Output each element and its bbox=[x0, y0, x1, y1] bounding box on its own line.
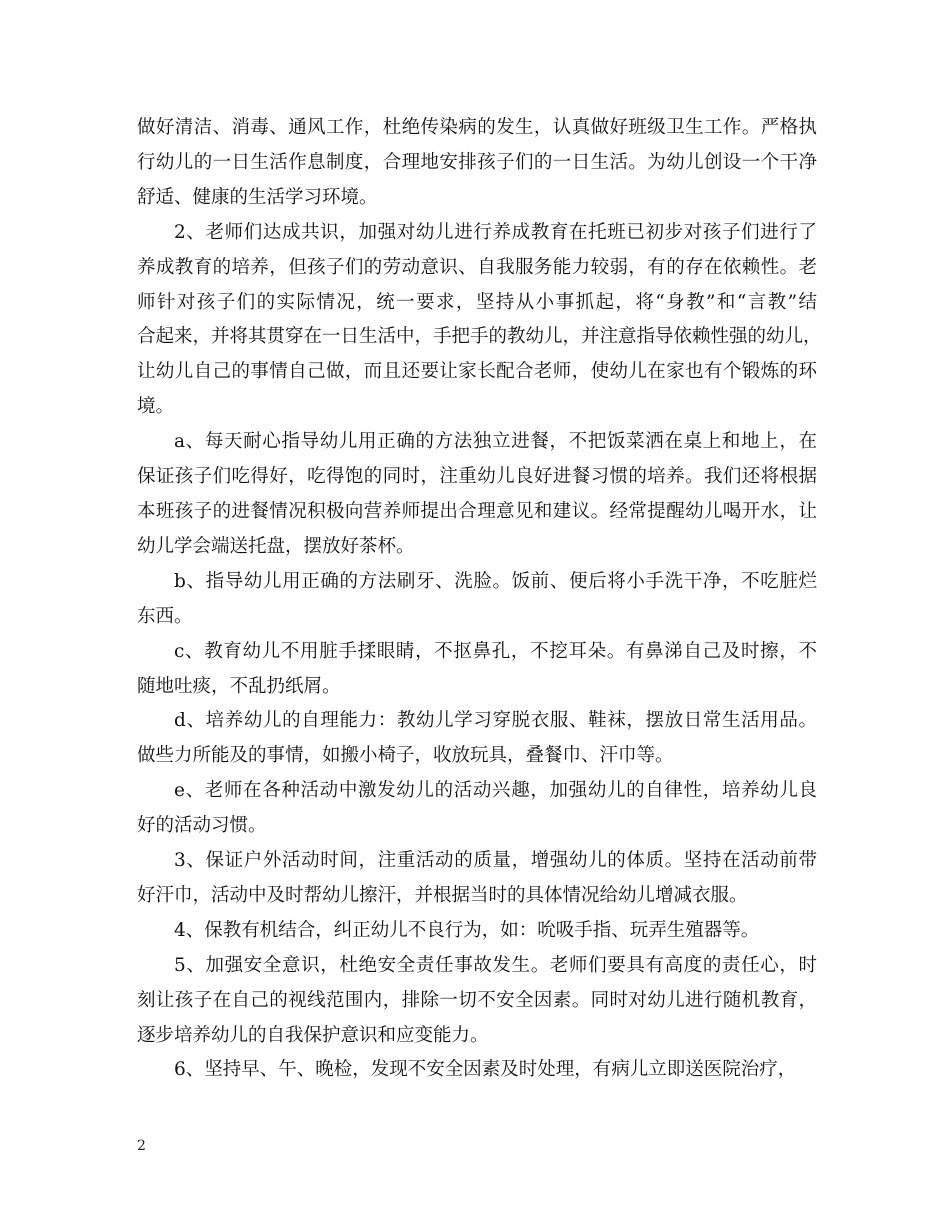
text-line: 本班孩子的进餐情况积极向营养师提出合理意见和建议。经常提醒幼儿喝开水，让 bbox=[137, 500, 817, 522]
text-line: 舒适、健康的生活学习环境。 bbox=[137, 186, 378, 208]
paragraph bbox=[137, 216, 822, 425]
paragraph bbox=[137, 914, 817, 949]
text-line: 保证孩子们吃得好，吃得饱的同时，注重幼儿良好进餐习惯的培养。我们还将根据 bbox=[137, 466, 817, 488]
text-line: 3、保证户外活动时间，注重活动的质量，增强幼儿的体质。坚持在活动前带 bbox=[174, 850, 817, 872]
text-line: 做好清洁、消毒、通风工作，杜绝传染病的发生，认真做好班级卫生工作。严格执 bbox=[137, 117, 817, 138]
text-line: 养成教育的培养，但孩子们的劳动意识、自我服务能力较弱，有的存在依赖性。老 bbox=[137, 256, 817, 278]
text-line: 东西。 bbox=[137, 605, 193, 627]
text-line: e、老师在各种活动中激发幼儿的活动兴趣，加强幼儿的自律性，培养幼儿良 bbox=[174, 780, 817, 802]
text-line: 让幼儿自己的事情自己做，而且还要让家长配合老师，使幼儿在家也有个锻炼的环 bbox=[137, 361, 817, 383]
text-line: 逐步培养幼儿的自我保护意识和应变能力。 bbox=[137, 1024, 489, 1046]
text-line: 做些力所能及的事情，如搬小椅子，收放玩具，叠餐巾、汗巾等。 bbox=[137, 745, 674, 767]
paragraph bbox=[137, 844, 817, 914]
text-line: b、指导幼儿用正确的方法刷牙、洗脸。饭前、便后将小手洗干净，不吃脏烂 bbox=[174, 570, 817, 592]
paragraph bbox=[137, 565, 817, 635]
text-line: a、每天耐心指导幼儿用正确的方法独立进餐，不把饭菜洒在桌上和地上，在 bbox=[174, 431, 817, 453]
text-line: 合起来，并将其贯穿在一日生活中，手把手的教幼儿，并注意指导依赖性强的幼儿， bbox=[137, 326, 822, 348]
page-number: 2 bbox=[137, 1138, 146, 1154]
text-line: 2、老师们达成共识，加强对幼儿进行养成教育在托班已初步对孩子们进行了 bbox=[174, 221, 817, 243]
text-line: 随地吐痰，不乱扔纸屑。 bbox=[137, 675, 341, 697]
text-line: 6、坚持早、午、晚检，发现不安全因素及时处理，有病儿立即送医院治疗， bbox=[174, 1059, 797, 1081]
text-line: 好汗巾，活动中及时帮幼儿擦汗，并根据当时的具体情况给幼儿增减衣服。 bbox=[137, 884, 748, 906]
text-line: 师针对孩子们的实际情况，统一要求，坚持从小事抓起，将“身教”和“言教”结 bbox=[137, 291, 817, 313]
paragraph bbox=[137, 1053, 817, 1088]
paragraph bbox=[137, 111, 817, 216]
text-line: 好的活动习惯。 bbox=[137, 815, 267, 837]
text-line: d、培养幼儿的自理能力：教幼儿学习穿脱衣服、鞋袜，摆放日常生活用品。 bbox=[174, 710, 817, 732]
body-text bbox=[137, 111, 822, 1088]
text-line: 刻让孩子在自己的视线范围内，排除一切不安全因素。同时对幼儿进行随机教育， bbox=[137, 989, 817, 1011]
paragraph bbox=[137, 425, 817, 565]
text-line: 幼儿学会端送托盘，摆放好茶杯。 bbox=[137, 535, 415, 557]
text-line: 行幼儿的一日生活作息制度，合理地安排孩子们的一日生活。为幼儿创设一个干净 bbox=[137, 151, 817, 173]
paragraph bbox=[137, 774, 817, 844]
text-line: 5、加强安全意识，杜绝安全责任事故发生。老师们要具有高度的责任心，时 bbox=[174, 954, 817, 976]
text-line: c、教育幼儿不用脏手揉眼睛，不抠鼻孔，不挖耳朵。有鼻涕自己及时擦，不 bbox=[174, 640, 817, 662]
paragraph bbox=[137, 635, 817, 705]
paragraph bbox=[137, 704, 817, 774]
text-line: 4、保教有机结合，纠正幼儿不良行为，如：吮吸手指、玩弄生殖器等。 bbox=[174, 919, 760, 941]
text-line: 境。 bbox=[137, 396, 175, 418]
paragraph bbox=[137, 949, 817, 1054]
